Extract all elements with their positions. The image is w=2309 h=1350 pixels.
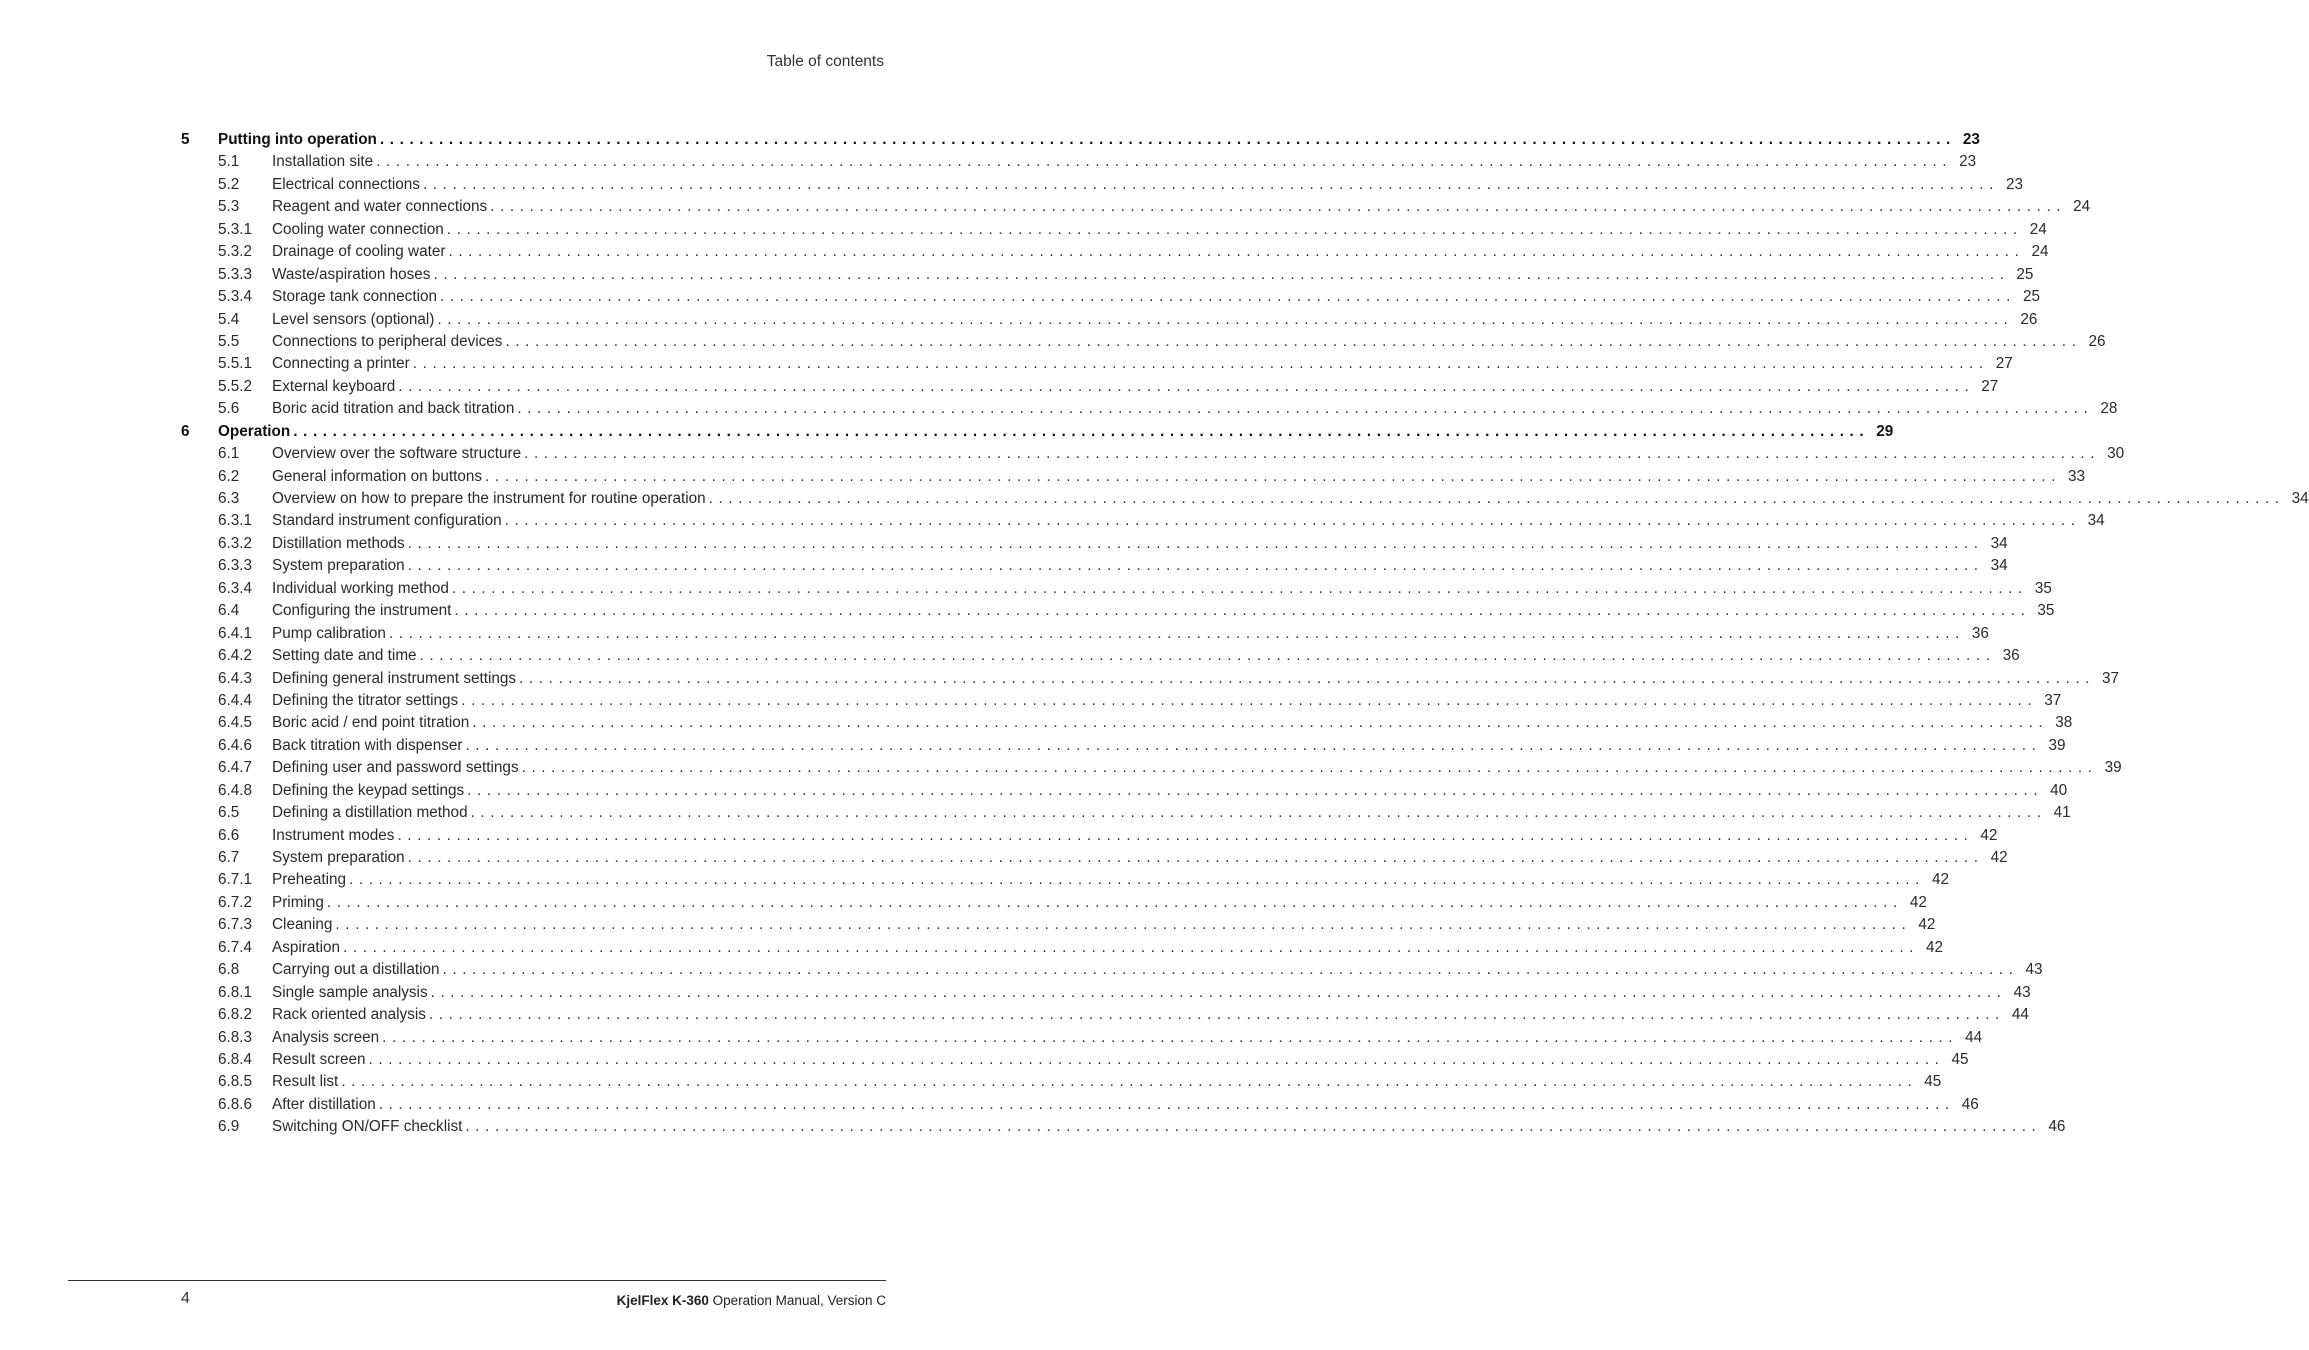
dot-leader: ................................................................................................................................................................: [442, 961, 2019, 979]
toc-entry-title: System preparation: [272, 557, 405, 575]
dot-leader: ................................................................................................................................................................: [326, 893, 1903, 911]
toc-entry-number: 6.4.4: [218, 691, 253, 709]
dot-leader: ................................................................................................................................................................: [412, 355, 1989, 373]
toc-entry-number: 6.3.2: [218, 534, 253, 552]
dot-leader: ................................................................................................................................................................: [446, 220, 2023, 238]
toc-entry-title: Cleaning: [272, 916, 333, 934]
toc-section-entry[interactable]: [181, 490, 2309, 512]
toc-entry-page: 46: [2048, 1118, 2066, 1136]
toc-entry-title: Defining user and password settings: [272, 759, 519, 777]
dot-leader: ................................................................................................................................................................: [454, 602, 2031, 620]
dot-leader: ................................................................................................................................................................: [428, 1006, 2005, 1024]
toc-entry-page: 36: [2002, 647, 2020, 665]
toc-entry-number: 6.8.2: [218, 1006, 253, 1024]
dot-leader: ................................................................................................................................................................: [504, 512, 2081, 530]
toc-entry-page: 43: [2013, 983, 2031, 1001]
toc-entry-page: 29: [1876, 422, 1894, 440]
manual-version: Operation Manual, Version C: [712, 1293, 886, 1308]
toc-entry-number: 6.8.6: [218, 1095, 253, 1113]
toc-entry-number: 6.7.4: [218, 938, 253, 956]
dot-leader: ................................................................................................................................................................: [485, 467, 2062, 485]
toc-entry-page: 34: [2087, 512, 2105, 530]
toc-entry-page: 45: [1924, 1073, 1942, 1091]
toc-entry-number: 6: [181, 422, 190, 440]
toc-section-entry[interactable]: [181, 691, 2062, 714]
toc-entry-number: 5: [181, 131, 190, 148]
toc-entry-title: Setting date and time: [272, 647, 417, 665]
toc-section-entry[interactable]: [181, 355, 2013, 377]
dot-leader: ................................................................................................................................................................: [461, 691, 2038, 709]
dot-leader: ................................................................................................................................................................: [472, 714, 2049, 732]
toc-entry-title: Single sample analysis: [272, 983, 428, 1001]
toc-entry-title: Preheating: [272, 871, 346, 889]
toc-section-entry[interactable]: [181, 602, 2055, 624]
toc-entry-number: 6.5: [218, 804, 240, 822]
toc-entry-number: 6.6: [218, 826, 240, 844]
toc-entry-title: Analysis screen: [272, 1028, 380, 1046]
toc-entry-title: Boric acid / end point titration: [272, 714, 470, 732]
toc-entry-title: Standard instrument configuration: [272, 512, 502, 530]
toc-entry-title: Installation site: [272, 153, 374, 171]
dot-leader: ................................................................................................................................................................: [517, 400, 2094, 418]
toc-entry-number: 5.5: [218, 332, 240, 350]
dot-leader: ................................................................................................................................................................: [398, 377, 1975, 395]
toc-entry-number: 6.1: [218, 445, 240, 463]
toc-entry-number: 6.4.5: [218, 714, 253, 732]
dot-leader: ................................................................................................................................................................: [505, 332, 2082, 350]
toc-entry-page: 42: [1926, 938, 1944, 956]
toc-section-entry[interactable]: [181, 175, 2023, 198]
toc-section-entry[interactable]: [181, 893, 1927, 916]
toc-entry-number: 6.4.1: [218, 624, 253, 642]
toc-entry-title: Result list: [272, 1073, 339, 1091]
dot-leader: ................................................................................................................................................................: [439, 288, 2016, 306]
dot-leader: ................................................................................................................................................................: [382, 1028, 1959, 1046]
toc-entry-number: 5.6: [218, 400, 240, 418]
dot-leader: ................................................................................................................................................................: [430, 983, 2007, 1001]
toc-entry-page: 24: [2031, 243, 2049, 261]
toc-entry-page: 36: [1971, 624, 1989, 642]
toc-entry-title: Rack oriented analysis: [272, 1006, 426, 1024]
dot-leader: ................................................................................................................................................................: [451, 579, 2028, 597]
toc-entry-title: Overview over the software structure: [272, 445, 522, 463]
toc-section-entry[interactable]: [181, 624, 1989, 647]
toc-entry-page: 46: [1961, 1095, 1979, 1113]
toc-entry-page: 42: [1990, 849, 2008, 866]
product-name: KjelFlex K-360: [616, 1293, 709, 1308]
toc-entry-number: 6.9: [218, 1118, 240, 1136]
toc-entry-number: 6.4.6: [218, 736, 253, 754]
toc-entry-page: 37: [2102, 669, 2120, 687]
toc-entry-title: Instrument modes: [272, 826, 395, 844]
dot-leader: ................................................................................................................................................................: [448, 243, 2025, 261]
dot-leader: ................................................................................................................................................................: [437, 310, 2014, 328]
toc-entry-title: Electrical connections: [272, 175, 420, 193]
toc-entry-title: Aspiration: [272, 938, 341, 956]
toc-entry-page: 42: [1980, 826, 1998, 844]
toc-entry-page: 34: [2291, 490, 2309, 507]
toc-section-entry[interactable]: [181, 579, 2052, 602]
toc-entry-title: Defining a distillation method: [272, 804, 468, 822]
toc-entry-title: Connections to peripheral devices: [272, 332, 503, 350]
toc-entry-page: 25: [2016, 265, 2034, 283]
toc-section-entry[interactable]: [181, 1050, 1969, 1073]
toc-section-entry[interactable]: [181, 714, 2073, 736]
toc-chapter-entry[interactable]: [181, 131, 1980, 153]
toc-section-entry[interactable]: [181, 220, 2047, 243]
toc-entry-page: 39: [2048, 736, 2066, 754]
toc-section-entry[interactable]: [181, 1006, 2029, 1028]
toc-entry-title: Configuring the instrument: [272, 602, 452, 620]
toc-entry-number: 6.7.3: [218, 916, 253, 934]
dot-leader: ................................................................................................................................................................: [388, 624, 1965, 642]
toc-entry-title: Defining general instrument settings: [272, 669, 517, 687]
dot-leader: ................................................................................................................................................................: [524, 445, 2101, 463]
toc-section-entry[interactable]: [181, 804, 2071, 826]
toc-entry-number: 5.5.2: [218, 377, 253, 395]
toc-section-entry[interactable]: [181, 198, 2091, 220]
toc-section-entry[interactable]: [181, 400, 2118, 422]
dot-leader: ................................................................................................................................................................: [378, 1095, 1955, 1113]
toc-entry-title: External keyboard: [272, 377, 396, 395]
toc-entry-title: Operation: [218, 422, 291, 440]
dot-leader: ................................................................................................................................................................: [521, 759, 2098, 777]
toc-entry-page: 25: [2022, 288, 2040, 306]
toc-section-entry[interactable]: [181, 736, 2066, 759]
toc-entry-page: 35: [2034, 579, 2052, 597]
toc-entry-number: 6.8.3: [218, 1028, 253, 1046]
toc-entry-number: 6.4.3: [218, 669, 253, 687]
dot-leader: ................................................................................................................................................................: [397, 826, 1974, 844]
footer-manual-title: [617, 1293, 886, 1308]
dot-leader: ................................................................................................................................................................: [470, 804, 2047, 822]
toc-section-entry[interactable]: [181, 1073, 1942, 1095]
dot-leader: ................................................................................................................................................................: [422, 175, 1999, 193]
toc-entry-page: 34: [1990, 557, 2008, 575]
toc-section-entry[interactable]: [181, 781, 2068, 804]
toc-entry-number: 5.3.4: [218, 288, 253, 306]
dot-leader: ................................................................................................................................................................: [519, 669, 2096, 687]
toc-entry-number: 6.7: [218, 849, 240, 866]
toc-entry-page: 30: [2107, 445, 2125, 463]
dot-leader: ................................................................................................................................................................: [419, 647, 1996, 665]
footer-page-number: 4: [181, 1290, 190, 1307]
toc-entry-title: Storage tank connection: [272, 288, 437, 306]
toc-entry-number: 6.4.7: [218, 759, 253, 777]
toc-entry-number: 6.8.4: [218, 1050, 253, 1068]
toc-section-entry[interactable]: [181, 669, 2120, 692]
toc-section-entry[interactable]: [181, 871, 1949, 893]
toc-entry-title: Result screen: [272, 1050, 366, 1068]
toc-entry-title: Pump calibration: [272, 624, 386, 642]
toc-section-entry[interactable]: [181, 849, 2008, 871]
toc-section-entry[interactable]: [181, 445, 2125, 467]
toc-section-entry[interactable]: [181, 288, 2040, 310]
toc-entry-page: 23: [1962, 131, 1980, 148]
toc-entry-page: 38: [2055, 714, 2073, 732]
toc-entry-title: Drainage of cooling water: [272, 243, 446, 261]
toc-entry-page: 23: [1959, 153, 1977, 171]
toc-entry-page: 34: [1990, 534, 2008, 552]
toc-entry-title: Cooling water connection: [272, 220, 444, 238]
toc-entry-title: Boric acid titration and back titration: [272, 400, 515, 418]
toc-entry-page: 26: [2020, 310, 2038, 328]
dot-leader: ................................................................................................................................................................: [407, 557, 1984, 575]
toc-entry-number: 6.7.1: [218, 871, 253, 889]
toc-entry-number: 6.2: [218, 467, 240, 485]
toc-section-entry[interactable]: [181, 557, 2008, 579]
toc-section-entry[interactable]: [181, 647, 2020, 669]
toc-entry-title: General information on buttons: [272, 467, 483, 485]
toc-entry-page: 24: [2029, 220, 2047, 238]
running-header: Table of contents: [766, 53, 884, 70]
toc-entry-page: 39: [2104, 759, 2122, 777]
toc-section-entry[interactable]: [181, 377, 1999, 400]
dot-leader: ................................................................................................................................................................: [465, 1118, 2042, 1136]
toc-entry-page: 42: [1918, 916, 1936, 934]
toc-section-entry[interactable]: [181, 1095, 1979, 1118]
dot-leader: ................................................................................................................................................................: [368, 1050, 1945, 1068]
toc-section-entry[interactable]: [181, 467, 2086, 490]
toc-section-entry[interactable]: [181, 310, 2038, 333]
toc-section-entry[interactable]: [181, 153, 1977, 175]
toc-entry-page: 24: [2073, 198, 2091, 216]
toc-entry-title: Priming: [272, 893, 324, 911]
toc-section-entry[interactable]: [181, 826, 1998, 849]
dot-leader: ................................................................................................................................................................: [293, 422, 1870, 440]
dot-leader: ................................................................................................................................................................: [379, 131, 1956, 148]
toc-entry-page: 35: [2037, 602, 2055, 620]
toc-entry-number: 6.3.1: [218, 512, 253, 530]
toc-section-entry[interactable]: [181, 512, 2105, 534]
toc-entry-page: 37: [2044, 691, 2062, 709]
footer-divider: [68, 1280, 886, 1281]
toc-entry-title: Carrying out a distillation: [272, 961, 440, 979]
dot-leader: ................................................................................................................................................................: [349, 871, 1925, 889]
toc-entry-number: 5.3.1: [218, 220, 253, 238]
toc-entry-number: 5.3: [218, 198, 240, 216]
toc-entry-title: Waste/aspiration hoses: [272, 265, 431, 283]
toc-entry-page: 33: [2068, 467, 2086, 485]
toc-entry-number: 5.3.2: [218, 243, 253, 261]
toc-section-entry[interactable]: [181, 332, 2106, 355]
toc-section-entry[interactable]: [181, 938, 1944, 961]
toc-section-entry[interactable]: [181, 1028, 1983, 1051]
toc-entry-page: 45: [1951, 1050, 1969, 1068]
toc-section-entry[interactable]: [181, 983, 2031, 1006]
toc-entry-title: Individual working method: [272, 579, 449, 597]
toc-section-entry[interactable]: [181, 1118, 2066, 1140]
toc-entry-page: 44: [2011, 1006, 2029, 1024]
toc-entry-number: 5.1: [218, 153, 240, 171]
toc-entry-page: 41: [2053, 804, 2071, 822]
toc-entry-page: 23: [2005, 175, 2023, 193]
toc-entry-title: Level sensors (optional): [272, 310, 435, 328]
toc-chapter-entry[interactable]: [181, 422, 1894, 445]
toc-entry-title: Reagent and water connections: [272, 198, 488, 216]
table-of-contents: [181, 131, 2309, 1141]
toc-entry-title: Overview on how to prepare the instrument for routine operation: [272, 490, 706, 507]
toc-entry-number: 5.3.3: [218, 265, 253, 283]
toc-entry-title: System preparation: [272, 849, 405, 866]
toc-entry-title: Back titration with dispenser: [272, 736, 463, 754]
dot-leader: ................................................................................................................................................................: [465, 736, 2042, 754]
toc-entry-title: Connecting a printer: [272, 355, 410, 373]
toc-entry-number: 5.4: [218, 310, 240, 328]
dot-leader: ................................................................................................................................................................: [341, 1073, 1918, 1091]
toc-entry-page: 42: [1909, 893, 1927, 911]
dot-leader: ................................................................................................................................................................: [467, 781, 2044, 799]
toc-section-entry[interactable]: [181, 961, 2043, 983]
toc-entry-title: Putting into operation: [218, 131, 377, 148]
toc-section-entry[interactable]: [181, 916, 1936, 938]
toc-entry-number: 6.7.2: [218, 893, 253, 911]
toc-entry-number: 6.8: [218, 961, 240, 979]
toc-entry-number: 6.3.3: [218, 557, 253, 575]
toc-section-entry[interactable]: [181, 534, 2008, 557]
dot-leader: ................................................................................................................................................................: [335, 916, 1912, 934]
toc-entry-page: 27: [1981, 377, 1999, 395]
toc-entry-title: Switching ON/OFF checklist: [272, 1118, 463, 1136]
toc-entry-number: 6.3: [218, 490, 240, 507]
dot-leader: ................................................................................................................................................................: [433, 265, 2010, 283]
toc-entry-title: Defining the keypad settings: [272, 781, 465, 799]
toc-section-entry[interactable]: [181, 243, 2049, 265]
toc-entry-number: 6.4.8: [218, 781, 253, 799]
dot-leader: ................................................................................................................................................................: [407, 849, 1984, 866]
toc-entry-number: 6.4.2: [218, 647, 253, 665]
toc-entry-page: 26: [2088, 332, 2106, 350]
toc-entry-number: 6.8.1: [218, 983, 253, 1001]
dot-leader: ................................................................................................................................................................: [490, 198, 2067, 216]
toc-entry-number: 6.3.4: [218, 579, 253, 597]
toc-entry-number: 6.4: [218, 602, 240, 620]
toc-section-entry[interactable]: [181, 265, 2034, 288]
toc-entry-page: 44: [1965, 1028, 1983, 1046]
toc-entry-page: 27: [1995, 355, 2013, 373]
toc-entry-number: 5.2: [218, 175, 240, 193]
toc-entry-title: Distillation methods: [272, 534, 405, 552]
toc-entry-title: After distillation: [272, 1095, 376, 1113]
toc-entry-number: 5.5.1: [218, 355, 253, 373]
toc-section-entry[interactable]: [181, 759, 2122, 781]
toc-entry-number: 6.8.5: [218, 1073, 253, 1091]
toc-entry-title: Defining the titrator settings: [272, 691, 459, 709]
toc-entry-page: 43: [2025, 961, 2043, 979]
toc-entry-page: 40: [2050, 781, 2068, 799]
dot-leader: ................................................................................................................................................................: [343, 938, 1920, 956]
dot-leader: ................................................................................................................................................................: [407, 534, 1984, 552]
dot-leader: ................................................................................................................................................................: [708, 490, 2285, 507]
toc-entry-page: 42: [1931, 871, 1949, 889]
dot-leader: ................................................................................................................................................................: [376, 153, 1953, 171]
toc-entry-page: 28: [2100, 400, 2118, 418]
